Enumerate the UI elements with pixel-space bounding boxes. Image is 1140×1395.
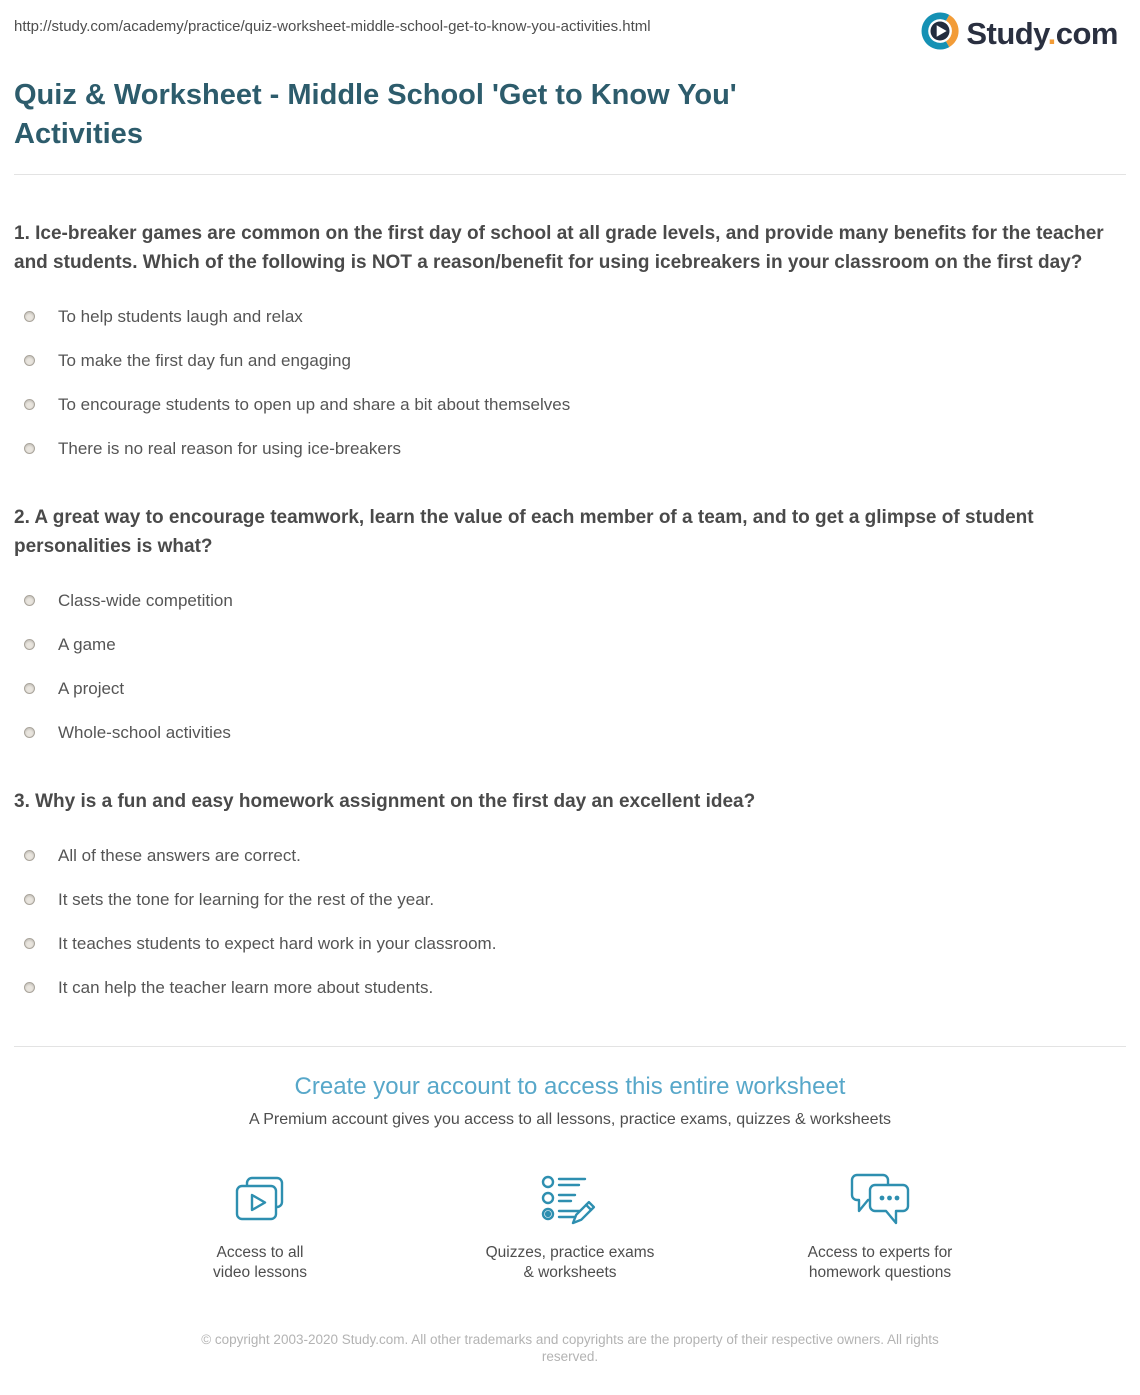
question-2 (14, 503, 1126, 743)
question-3-options (14, 822, 1126, 998)
question-3-option-2[interactable] (14, 866, 1126, 910)
feature-quizzes-worksheets (450, 1165, 690, 1283)
question-3 (14, 787, 1126, 998)
question-1 (14, 219, 1126, 459)
question-3-text: 3. Why is a fun and easy homework assignment on the first day an excellent idea? (14, 791, 756, 812)
page-title: Quiz & Worksheet - Middle School 'Get to Know You' Activities (14, 79, 737, 150)
question-2-option-3[interactable] (14, 655, 1126, 699)
option-label: To make the first day fun and engaging (58, 350, 351, 370)
feature-label: Quizzes, practice exams & worksheets (485, 1244, 655, 1281)
radio-button[interactable] (24, 639, 35, 650)
studycom-logo[interactable] (921, 12, 1118, 55)
question-1-text: 1. Ice-breaker games are common on the first day of school at all grade levels, and provide many benefits for the teacher and students. Which of the following is NOT a reason/benefit for using icebreakers in your classroom on the first day? (14, 223, 1104, 273)
option-label: There is no real reason for using ice-breakers (58, 438, 401, 458)
page-url: http://study.com/academy/practice/quiz-worksheet-middle-school-get-to-know-you-activities.html (14, 18, 651, 35)
option-label: Class-wide competition (58, 590, 233, 610)
radio-button[interactable] (24, 683, 35, 694)
question-1-options (14, 283, 1126, 459)
question-2-option-1[interactable] (14, 567, 1126, 611)
radio-button[interactable] (24, 355, 35, 366)
title-divider (14, 174, 1126, 175)
copyright-notice: © copyright 2003-2020 Study.com. All other trademarks and copyrights are the property of their respective owners. All rights reserved. (201, 1332, 939, 1364)
option-label: Whole-school activities (58, 722, 231, 742)
question-1-option-3[interactable] (14, 371, 1126, 415)
option-label: A game (58, 634, 116, 654)
radio-button[interactable] (24, 311, 35, 322)
video-lessons-icon (231, 1165, 289, 1229)
question-2-text: 2. A great way to encourage teamwork, learn the value of each member of a team, and to get a glimpse of student personalities is what? (14, 507, 1034, 557)
homework-experts-icon (847, 1165, 913, 1229)
question-3-option-1[interactable] (14, 822, 1126, 866)
question-2-option-4[interactable] (14, 699, 1126, 743)
create-account-section (0, 1047, 1140, 1283)
option-label: It can help the teacher learn more about students. (58, 977, 434, 997)
question-1-option-2[interactable] (14, 327, 1126, 371)
question-1-option-1[interactable] (14, 283, 1126, 327)
question-1-option-4[interactable] (14, 415, 1126, 459)
question-3-option-4[interactable] (14, 954, 1126, 998)
create-account-heading[interactable]: Create your account to access this entire worksheet (294, 1073, 846, 1100)
option-label: To encourage students to open up and share a bit about themselves (58, 394, 571, 414)
question-2-options (14, 567, 1126, 743)
quizzes-worksheets-icon (537, 1165, 603, 1229)
option-label: A project (58, 678, 125, 698)
feature-label: Access to experts for homework questions (807, 1244, 953, 1281)
question-2-option-2[interactable] (14, 611, 1126, 655)
option-label: It teaches students to expect hard work in your classroom. (58, 933, 497, 953)
radio-button[interactable] (24, 850, 35, 861)
studycom-wordmark: Study.com (966, 15, 1118, 51)
question-3-option-3[interactable] (14, 910, 1126, 954)
feature-list (0, 1165, 1140, 1283)
feature-homework-experts (760, 1165, 1000, 1283)
feature-label: Access to all video lessons (213, 1244, 307, 1281)
radio-button[interactable] (24, 982, 35, 993)
option-label: All of these answers are correct. (58, 845, 301, 865)
radio-button[interactable] (24, 443, 35, 454)
studycom-play-icon (921, 12, 959, 55)
option-label: It sets the tone for learning for the rest of the year. (58, 889, 435, 909)
page-header (0, 0, 1140, 52)
radio-button[interactable] (24, 399, 35, 410)
radio-button[interactable] (24, 894, 35, 905)
radio-button[interactable] (24, 938, 35, 949)
radio-button[interactable] (24, 595, 35, 606)
option-label: To help students laugh and relax (58, 306, 303, 326)
feature-video-lessons (140, 1165, 380, 1283)
premium-subheading: A Premium account gives you access to all lessons, practice exams, quizzes & worksheets (248, 1111, 892, 1128)
radio-button[interactable] (24, 727, 35, 738)
